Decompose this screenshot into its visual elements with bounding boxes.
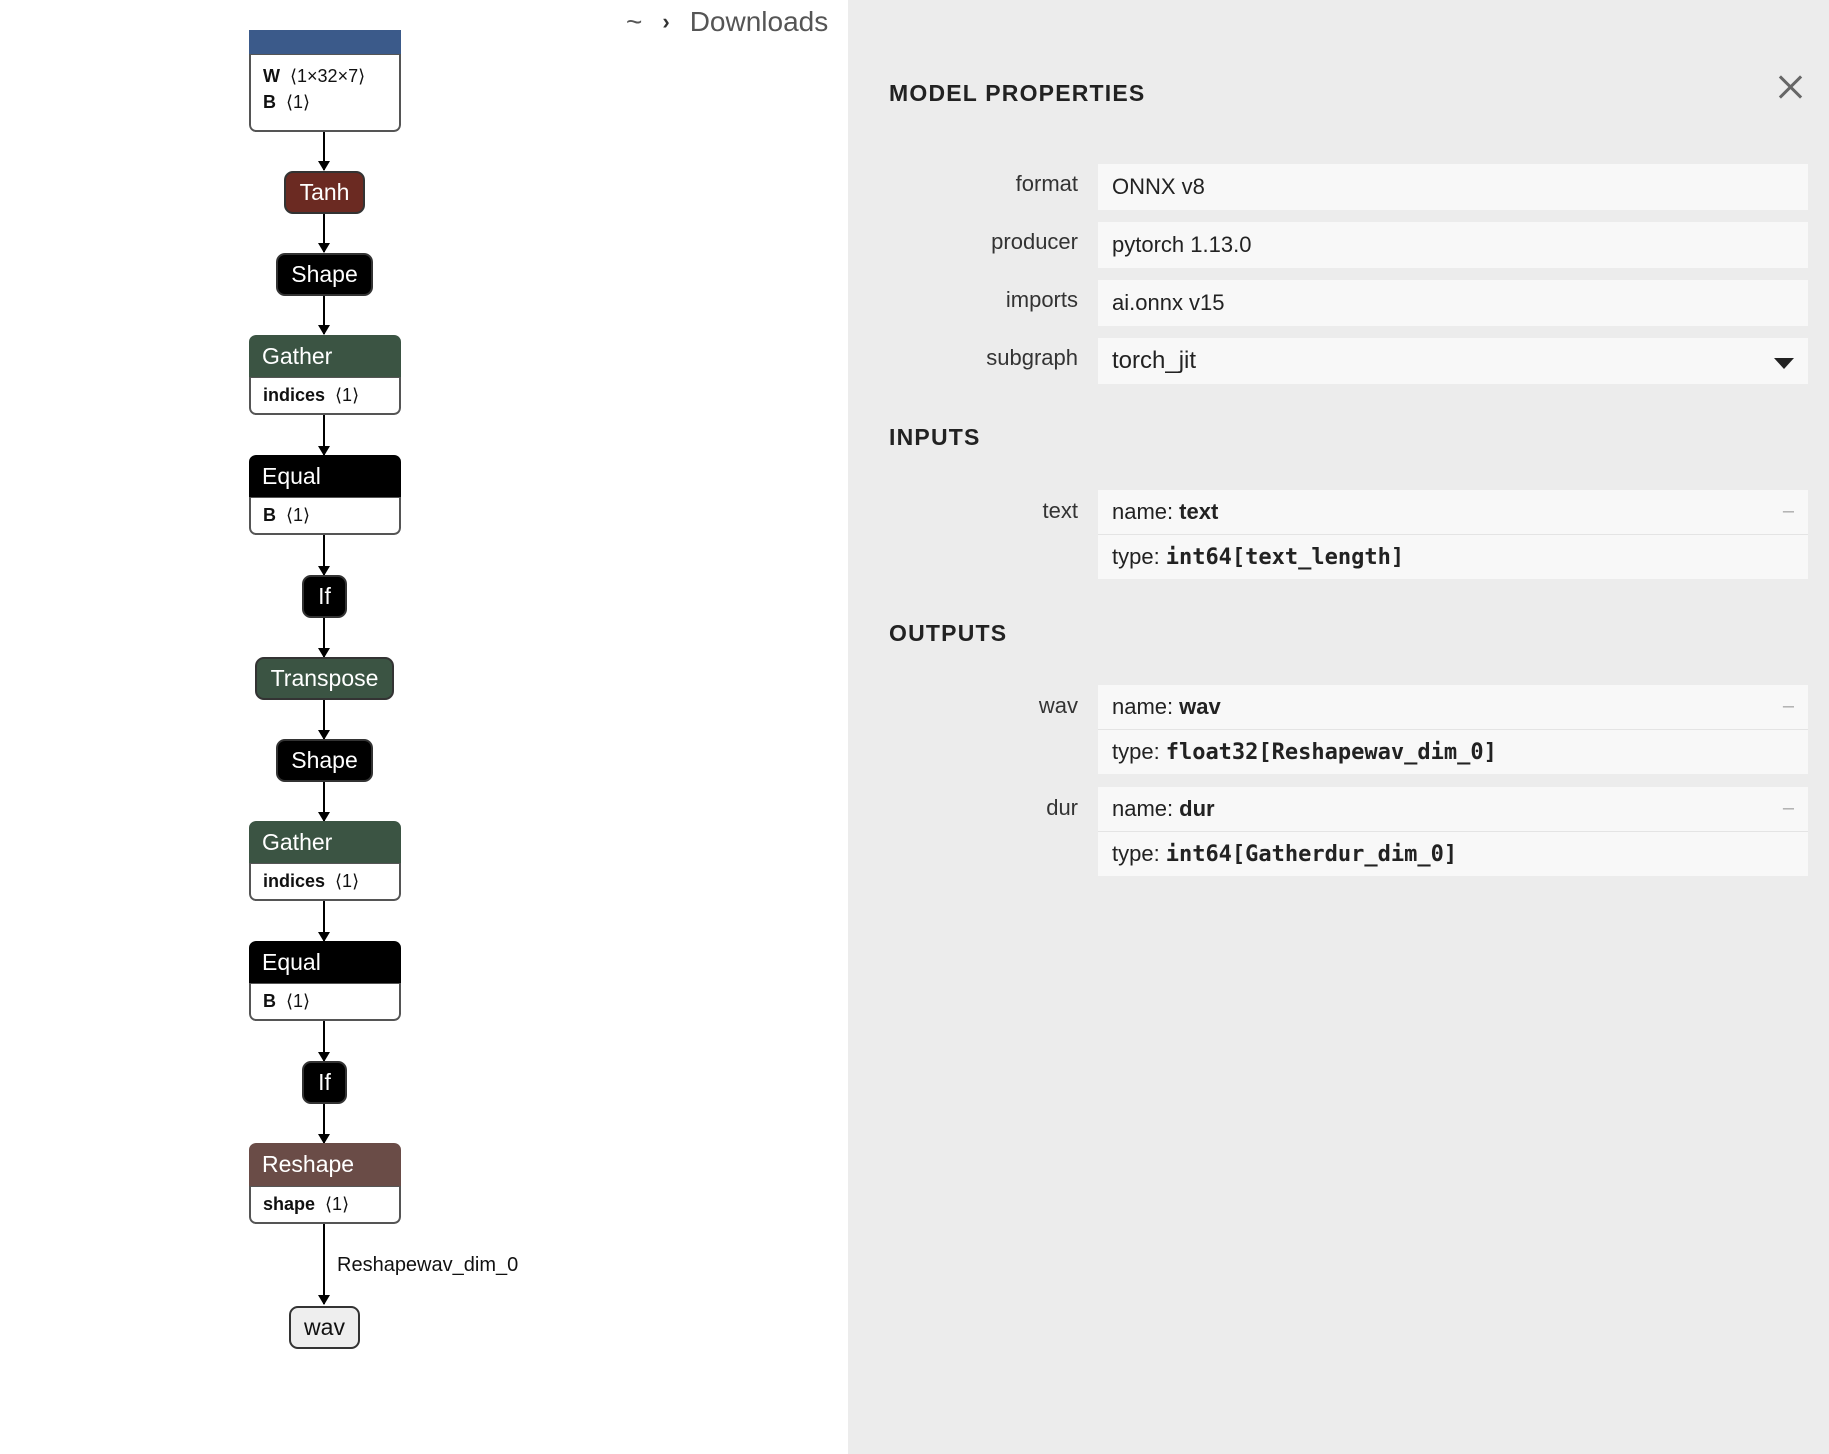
output-wav-box (1098, 685, 1808, 774)
output-dur-label: dur (1046, 795, 1078, 820)
producer-label: producer (991, 229, 1078, 254)
format-value: ONNX v8 (1098, 164, 1808, 210)
if-node[interactable]: If (302, 575, 347, 618)
output-dur-type-row: type: int64[Gatherdur_dim_0] (1098, 831, 1808, 876)
conv-node-attrs (249, 54, 401, 132)
equal-node-attrs: B ⟨1⟩ (249, 983, 401, 1021)
chevron-right-icon: › (662, 9, 670, 34)
edge-arrow (318, 161, 330, 171)
collapse-icon[interactable]: – (1782, 797, 1794, 819)
equal-node-header: Equal (249, 941, 401, 983)
chevron-down-icon (1774, 358, 1794, 369)
gather-node-attrs: indices ⟨1⟩ (249, 377, 401, 415)
conv-node[interactable] (249, 30, 401, 132)
close-icon[interactable] (1773, 70, 1807, 104)
gather-node-attrs: indices ⟨1⟩ (249, 863, 401, 901)
equal-node-header: Equal (249, 455, 401, 497)
reshape-node-attrs: shape ⟨1⟩ (249, 1186, 401, 1224)
inputs-title: INPUTS (889, 424, 981, 450)
edge-arrow (318, 1295, 330, 1305)
collapse-icon[interactable]: – (1782, 500, 1794, 522)
breadcrumb-folder[interactable]: Downloads (689, 6, 829, 37)
input-text-type-row: type: int64[text_length] (1098, 534, 1808, 579)
shape-node[interactable]: Shape (276, 739, 373, 782)
gather-node[interactable] (249, 335, 401, 415)
input-text-label: text (1042, 498, 1078, 523)
reshape-node[interactable] (249, 1143, 401, 1224)
model-properties-panel (848, 0, 1829, 1454)
shape-node[interactable]: Shape (276, 253, 373, 296)
imports-label: imports (1005, 287, 1078, 312)
equal-node[interactable] (249, 941, 401, 1021)
edge-arrow (318, 243, 330, 253)
edge (323, 1224, 325, 1304)
input-text-name-row: name: text – (1112, 499, 1794, 524)
output-dur-name-row: name: dur – (1112, 796, 1794, 821)
subgraph-label: subgraph (986, 345, 1078, 370)
output-wav-label: wav (1038, 693, 1078, 718)
subgraph-select[interactable] (1098, 338, 1808, 384)
gather-node[interactable] (249, 821, 401, 901)
conv-attr-w: W ⟨1×32×7⟩ (263, 66, 366, 86)
reshape-node-header: Reshape (249, 1143, 401, 1186)
collapse-icon[interactable]: – (1782, 695, 1794, 717)
panel-title: MODEL PROPERTIES (889, 80, 1146, 106)
edge-arrow (318, 325, 330, 335)
transpose-node[interactable]: Transpose (255, 657, 394, 700)
input-text-box (1098, 490, 1808, 579)
gather-node-header: Gather (249, 821, 401, 863)
tanh-node[interactable]: Tanh (284, 171, 365, 214)
gather-node-header: Gather (249, 335, 401, 377)
equal-node[interactable] (249, 455, 401, 535)
edge-label: Reshapewav_dim_0 (337, 1254, 519, 1276)
output-wav-name-row: name: wav – (1112, 694, 1794, 719)
output-dur-box (1098, 787, 1808, 876)
conv-node-header (249, 30, 401, 54)
equal-node-attrs: B ⟨1⟩ (249, 497, 401, 535)
output-node[interactable]: wav (289, 1306, 360, 1349)
conv-attr-b: B ⟨1⟩ (263, 92, 311, 112)
graph-canvas[interactable] (0, 0, 848, 1454)
imports-value: ai.onnx v15 (1098, 280, 1808, 326)
breadcrumb-home[interactable]: ~ (626, 6, 643, 37)
producer-value: pytorch 1.13.0 (1098, 222, 1808, 268)
format-label: format (1015, 171, 1078, 196)
outputs-title: OUTPUTS (889, 620, 1008, 646)
subgraph-selected-value: torch_jit (1112, 347, 1197, 374)
output-wav-type-row: type: float32[Reshapewav_dim_0] (1098, 729, 1808, 774)
if-node[interactable]: If (302, 1061, 347, 1104)
